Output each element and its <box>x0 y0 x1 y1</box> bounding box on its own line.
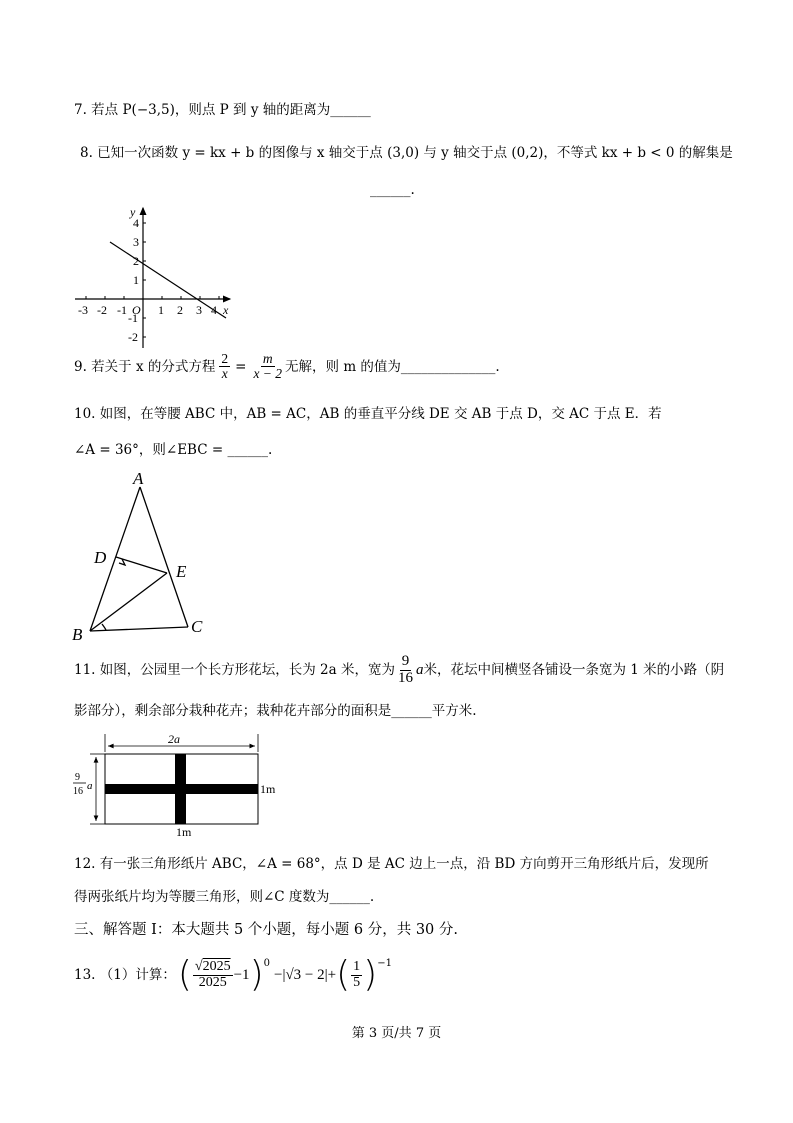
question-11-prefix: 11. 如图，公园里一个长方形花坛，长为 2a 米，宽为 <box>74 662 395 679</box>
right-paren: ) <box>249 954 264 995</box>
vertex-b-label: B <box>72 625 83 644</box>
question-8-line2: ______. <box>370 182 415 198</box>
right-paren-2: ) <box>363 954 378 995</box>
numerator: 2 <box>221 351 229 366</box>
question-12-line2: 得两张纸片均为等腰三角形，则∠C 度数为______. <box>74 889 375 905</box>
question-9-suffix: 无解，则 m 的值为______________. <box>285 358 500 375</box>
question-11-suffix: 米，花坛中间横竖各铺设一条宽为 1 米的小路（阴 <box>423 662 725 679</box>
denominator: 16 <box>397 669 413 686</box>
point-e-label: E <box>176 562 187 581</box>
numerator: √2025 <box>194 958 231 974</box>
y-tick-label: -2 <box>128 330 138 344</box>
length-label: 2a <box>168 732 180 746</box>
minus-one: −1 <box>233 967 250 983</box>
question-8-line1: 8. 已知一次函数 y = kx + b 的图像与 x 轴交于点 (3,0) 与 y 轴交于点 (0,2)，不等式 kx + b < 0 的解集是 <box>80 145 733 161</box>
fraction-m-over-x-minus-2 <box>251 352 284 381</box>
y-tick-label: -1 <box>128 311 138 325</box>
question-13-prefix: 13. （1）计算： <box>74 967 176 983</box>
exponent-zero: 0 <box>263 958 270 969</box>
numerator: m <box>262 351 273 366</box>
x-tick-label: -2 <box>97 303 107 317</box>
y-tick-label: 1 <box>133 273 139 287</box>
fraction-sqrt2025-over-2025 <box>193 960 233 990</box>
vertex-a-label: A <box>133 469 144 488</box>
numerator: 1 <box>353 958 361 974</box>
fraction-2-over-x <box>219 352 230 381</box>
y-axis-label: y <box>130 205 136 219</box>
x-tick-label: 3 <box>196 303 202 317</box>
x-tick-label: -3 <box>78 303 88 317</box>
vertical-path <box>175 754 186 824</box>
x-axis-label: x <box>223 303 229 317</box>
point-d-label: D <box>94 548 107 567</box>
coordinate-graph <box>70 200 240 350</box>
triangle-figure <box>70 465 220 645</box>
denominator: 5 <box>353 974 361 990</box>
question-13 <box>74 952 392 998</box>
question-11-line1 <box>74 654 724 687</box>
origin-label: O <box>132 303 141 317</box>
question-11-line2: 影部分），剩余部分栽种花卉；栽种花卉部分的面积是______平方米. <box>74 703 477 719</box>
radicand: 2025 <box>202 958 231 974</box>
width-num: 9 <box>75 772 80 783</box>
numerator: 9 <box>401 653 410 669</box>
x-tick-label: 1 <box>158 303 164 317</box>
x-tick-label: 4 <box>211 303 217 317</box>
section-3-heading: 三、解答题 I：本大题共 5 个小题，每小题 6 分，共 30 分. <box>74 922 459 938</box>
x-tick-label: 2 <box>177 303 183 317</box>
equals-sign: = <box>235 358 247 375</box>
question-10-line2: ∠A = 36°，则∠EBC = ______. <box>74 442 273 458</box>
fraction-1-over-5 <box>351 960 362 990</box>
garden-figure <box>70 728 290 840</box>
y-tick-label: 3 <box>133 235 139 249</box>
path-width-bottom-label: 1m <box>176 825 192 839</box>
denominator: x <box>221 366 228 382</box>
question-9 <box>74 352 500 381</box>
left-paren-2: ( <box>336 954 351 995</box>
denominator: x − 2 <box>253 366 283 382</box>
page-footer: 第 3 页/共 7 页 <box>351 1026 442 1041</box>
width-den: 16 <box>73 786 83 797</box>
question-7: 7. 若点 P(−3,5)，则点 P 到 y 轴的距离为______ <box>74 102 371 118</box>
absolute-value-term: −|√3 − 2|+ <box>273 967 337 983</box>
y-tick-label: 2 <box>133 254 139 268</box>
y-tick-label: 4 <box>133 216 139 230</box>
question-9-prefix: 9. 若关于 x 的分式方程 <box>74 358 216 375</box>
x-tick-label: -1 <box>117 303 127 317</box>
question-10-line1: 10. 如图，在等腰 ABC 中，AB = AC，AB 的垂直平分线 DE 交 AB 于点 D，交 AC 于点 E．若 <box>74 406 662 422</box>
function-line <box>110 242 226 318</box>
path-width-right-label: 1m <box>260 782 276 796</box>
variable-a: a <box>415 662 424 679</box>
width-var: a <box>87 780 93 792</box>
question-12-line1: 12. 有一张三角形纸片 ABC，∠A = 68°，点 D 是 AC 边上一点，沿 BD 方向剪开三角形纸片后，发现所 <box>74 856 709 872</box>
exponent-neg-one: −1 <box>377 958 392 969</box>
vertex-c-label: C <box>191 617 203 636</box>
fraction-9-over-16 <box>396 654 415 687</box>
denominator: 2025 <box>198 974 227 990</box>
left-paren: ( <box>177 954 192 995</box>
